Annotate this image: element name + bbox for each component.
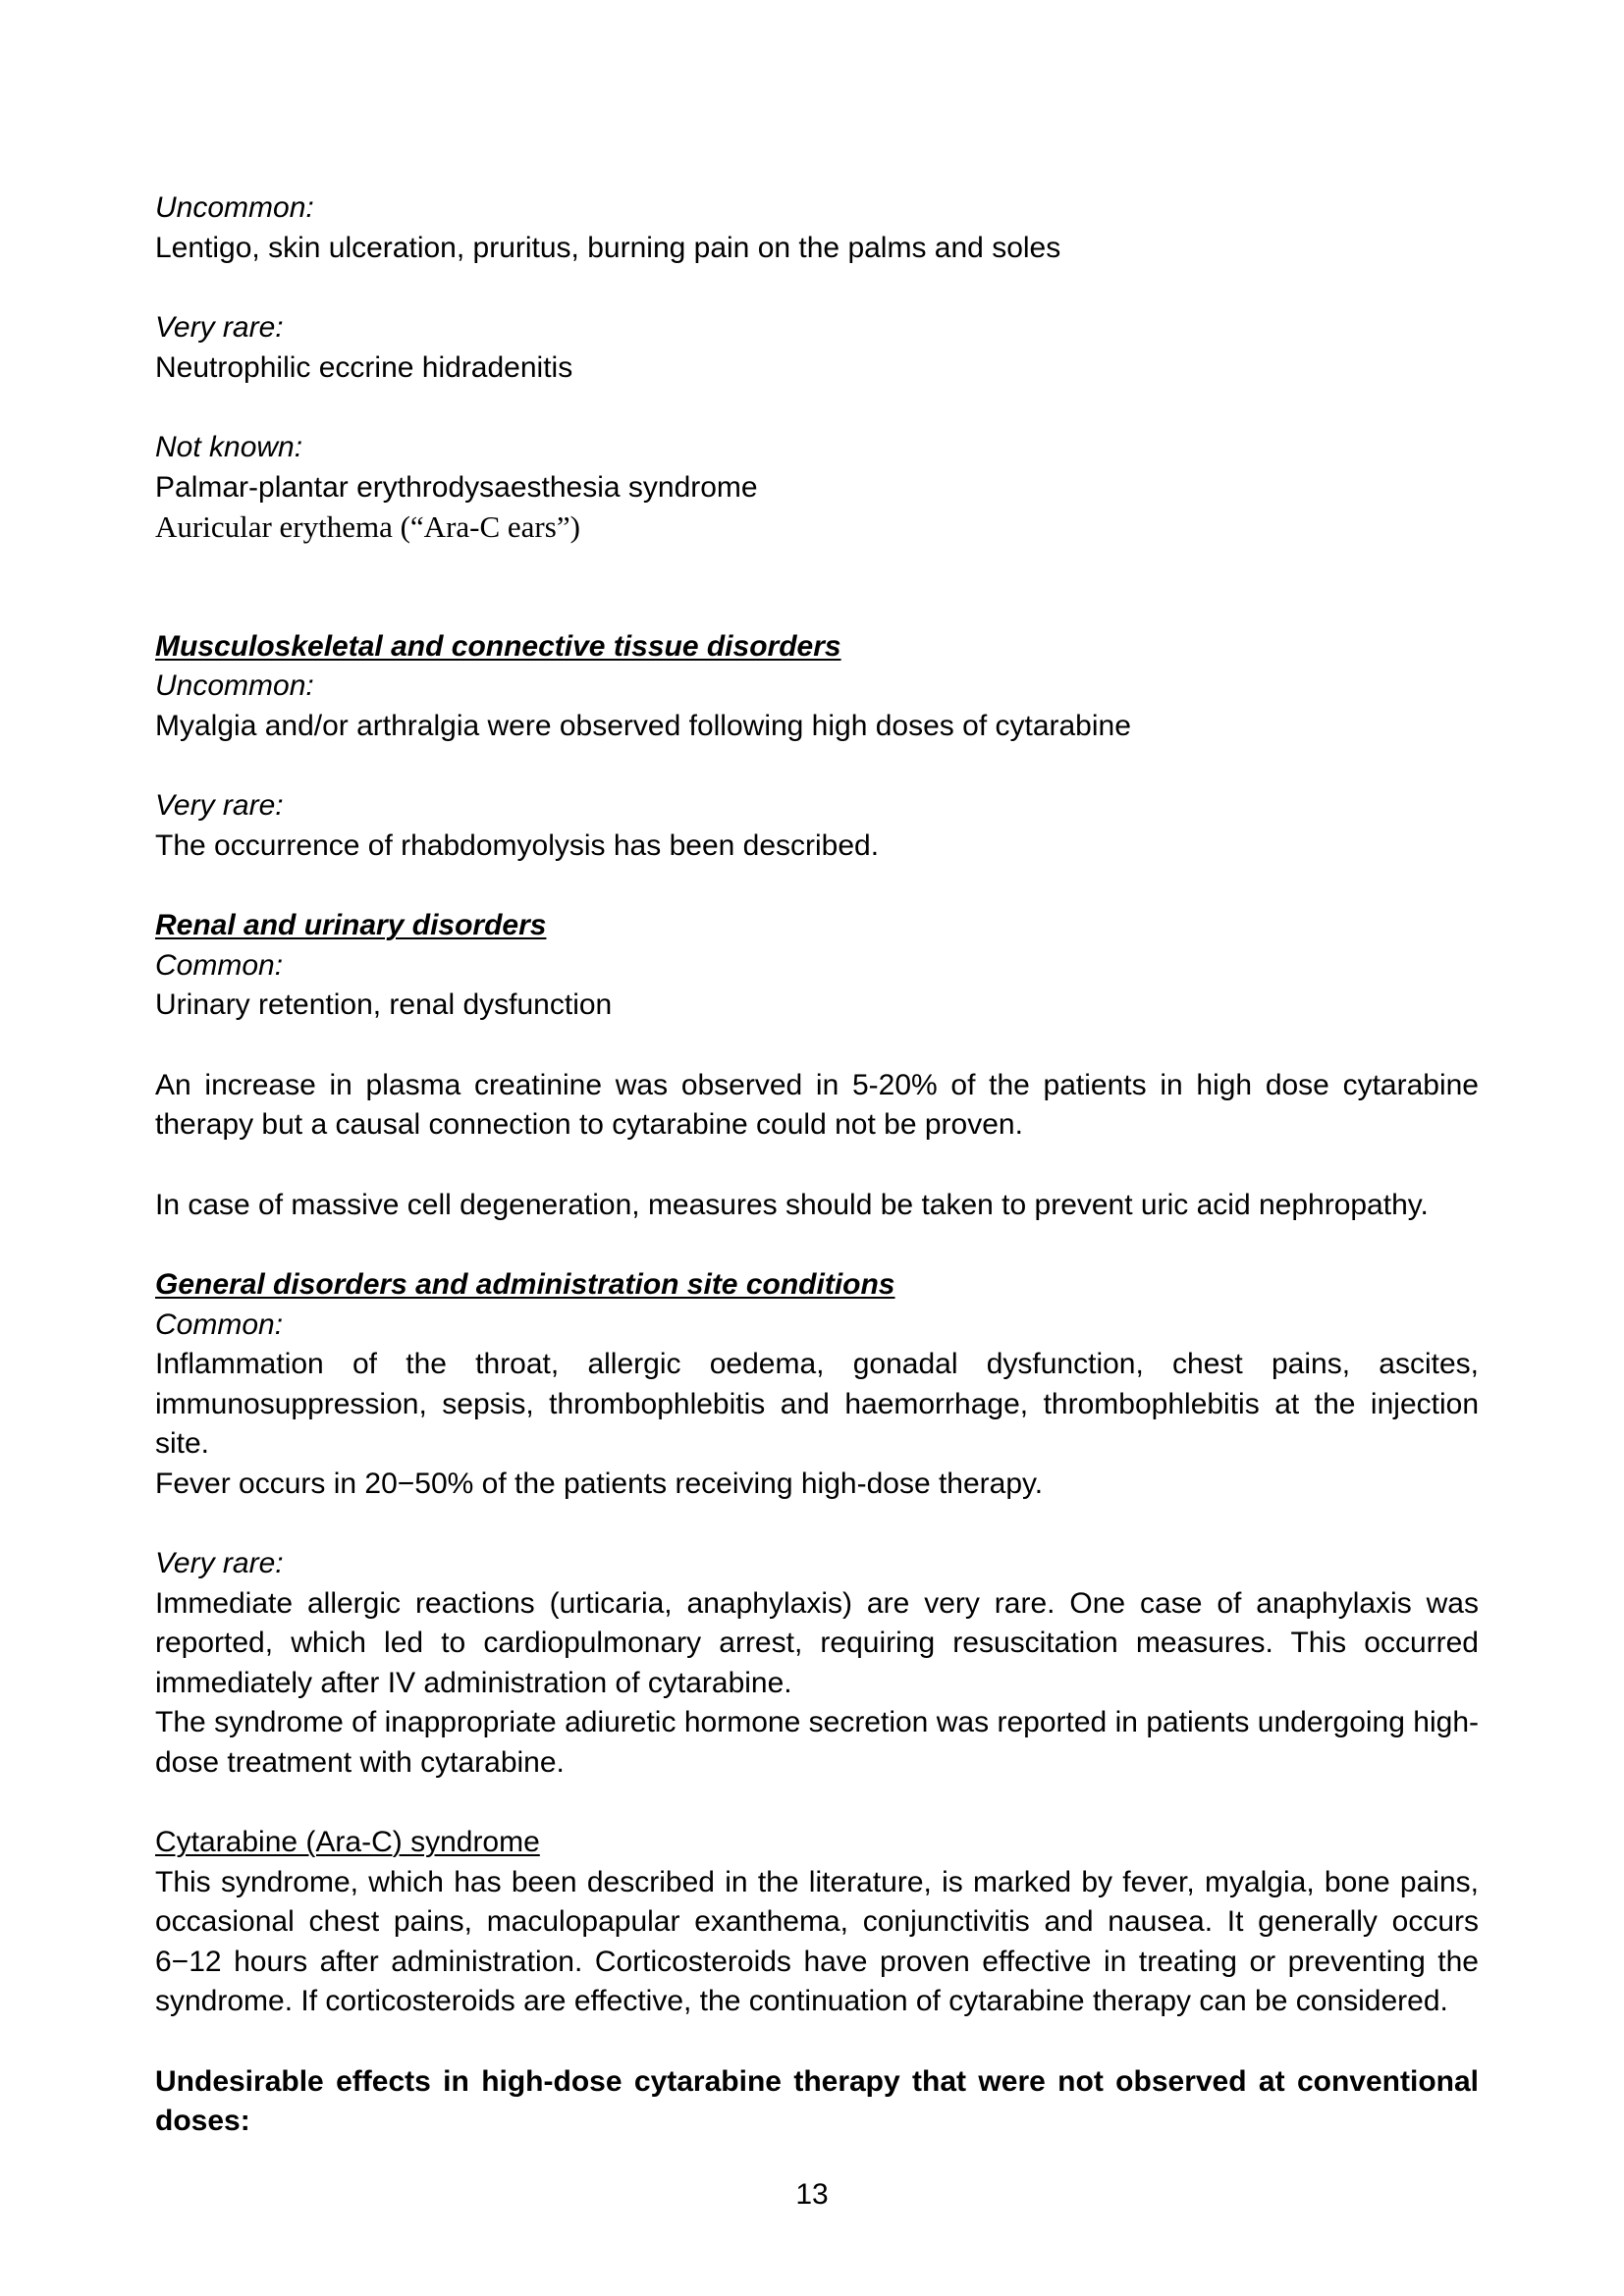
section-heading-renal: Renal and urinary disorders — [155, 909, 547, 941]
adverse-effects-text: Neutrophilic eccrine hidradenitis — [155, 350, 573, 384]
frequency-label: Very rare: — [155, 311, 284, 344]
adverse-effects-text: Lentigo, skin ulceration, pruritus, burning pain on the palms and soles — [155, 231, 1061, 264]
page-number: 13 — [795, 2178, 829, 2211]
adverse-effects-text: Palmar-plantar erythrodysaesthesia syndrome — [155, 470, 758, 504]
bold-heading-high-dose: Undesirable effects in high-dose cytarabine therapy that were not observed at conventional doses: — [155, 2064, 1479, 2137]
frequency-label: Common: — [155, 948, 284, 982]
paragraph: In case of massive cell degeneration, measures should be taken to prevent uric acid nephropathy. — [155, 1188, 1429, 1221]
adverse-effects-text: The syndrome of inappropriate adiuretic hormone secretion was reported in patients undergoing high-dose treatment with cytarabine. — [155, 1706, 1479, 1779]
frequency-label: Uncommon: — [155, 669, 314, 702]
adverse-effects-text: Urinary retention, renal dysfunction — [155, 988, 613, 1021]
adverse-effects-text: Inflammation of the throat, allergic oedema, gonadal dysfunction, chest pains, ascites, immunosuppression, sepsis, thrombophlebitis and haemorrhage, thrombophlebitis at the injection site. — [155, 1348, 1479, 1460]
paragraph: An increase in plasma creatinine was observed in 5-20% of the patients in high dose cytarabine therapy but a causal connection to cytarabine could not be proven. — [155, 1068, 1479, 1141]
frequency-label: Not known: — [155, 431, 303, 463]
subsection-heading-syndrome: Cytarabine (Ara-C) syndrome — [155, 1826, 540, 1858]
adverse-effects-text: Fever occurs in 20−50% of the patients receiving high-dose therapy. — [155, 1467, 1044, 1500]
paragraph: This syndrome, which has been described in the literature, is marked by fever, myalgia, bone pains, occasional chest pains, maculopapular exanthema, conjunctivitis and nausea. It generally occurs 6−12 hours after administration. Corticosteroids have proven effective in treating or preventing the syndrome. If corticosteroids are effective, the continuation of cytarabine therapy can be considered. — [155, 1865, 1479, 2017]
adverse-effects-text: Myalgia and/or arthralgia were observed following high doses of cytarabine — [155, 709, 1131, 742]
adverse-effects-text: Auricular erythema (“Ara-C ears”) — [155, 509, 580, 544]
document-body — [155, 188, 1479, 2142]
frequency-label: Common: — [155, 1308, 284, 1341]
frequency-label: Very rare: — [155, 789, 284, 822]
section-heading-general: General disorders and administration site conditions — [155, 1268, 895, 1301]
adverse-effects-text: The occurrence of rhabdomyolysis has been described. — [155, 828, 880, 862]
section-heading-musculoskeletal: Musculoskeletal and connective tissue disorders — [155, 629, 841, 663]
frequency-label: Very rare: — [155, 1547, 284, 1579]
frequency-label: Uncommon: — [155, 191, 314, 224]
adverse-effects-text: Immediate allergic reactions (urticaria, anaphylaxis) are very rare. One case of anaphylaxis was reported, which led to cardiopulmonary arrest, requiring resuscitation measures. This occurred immediately after IV administration of cytarabine. — [155, 1586, 1479, 1699]
